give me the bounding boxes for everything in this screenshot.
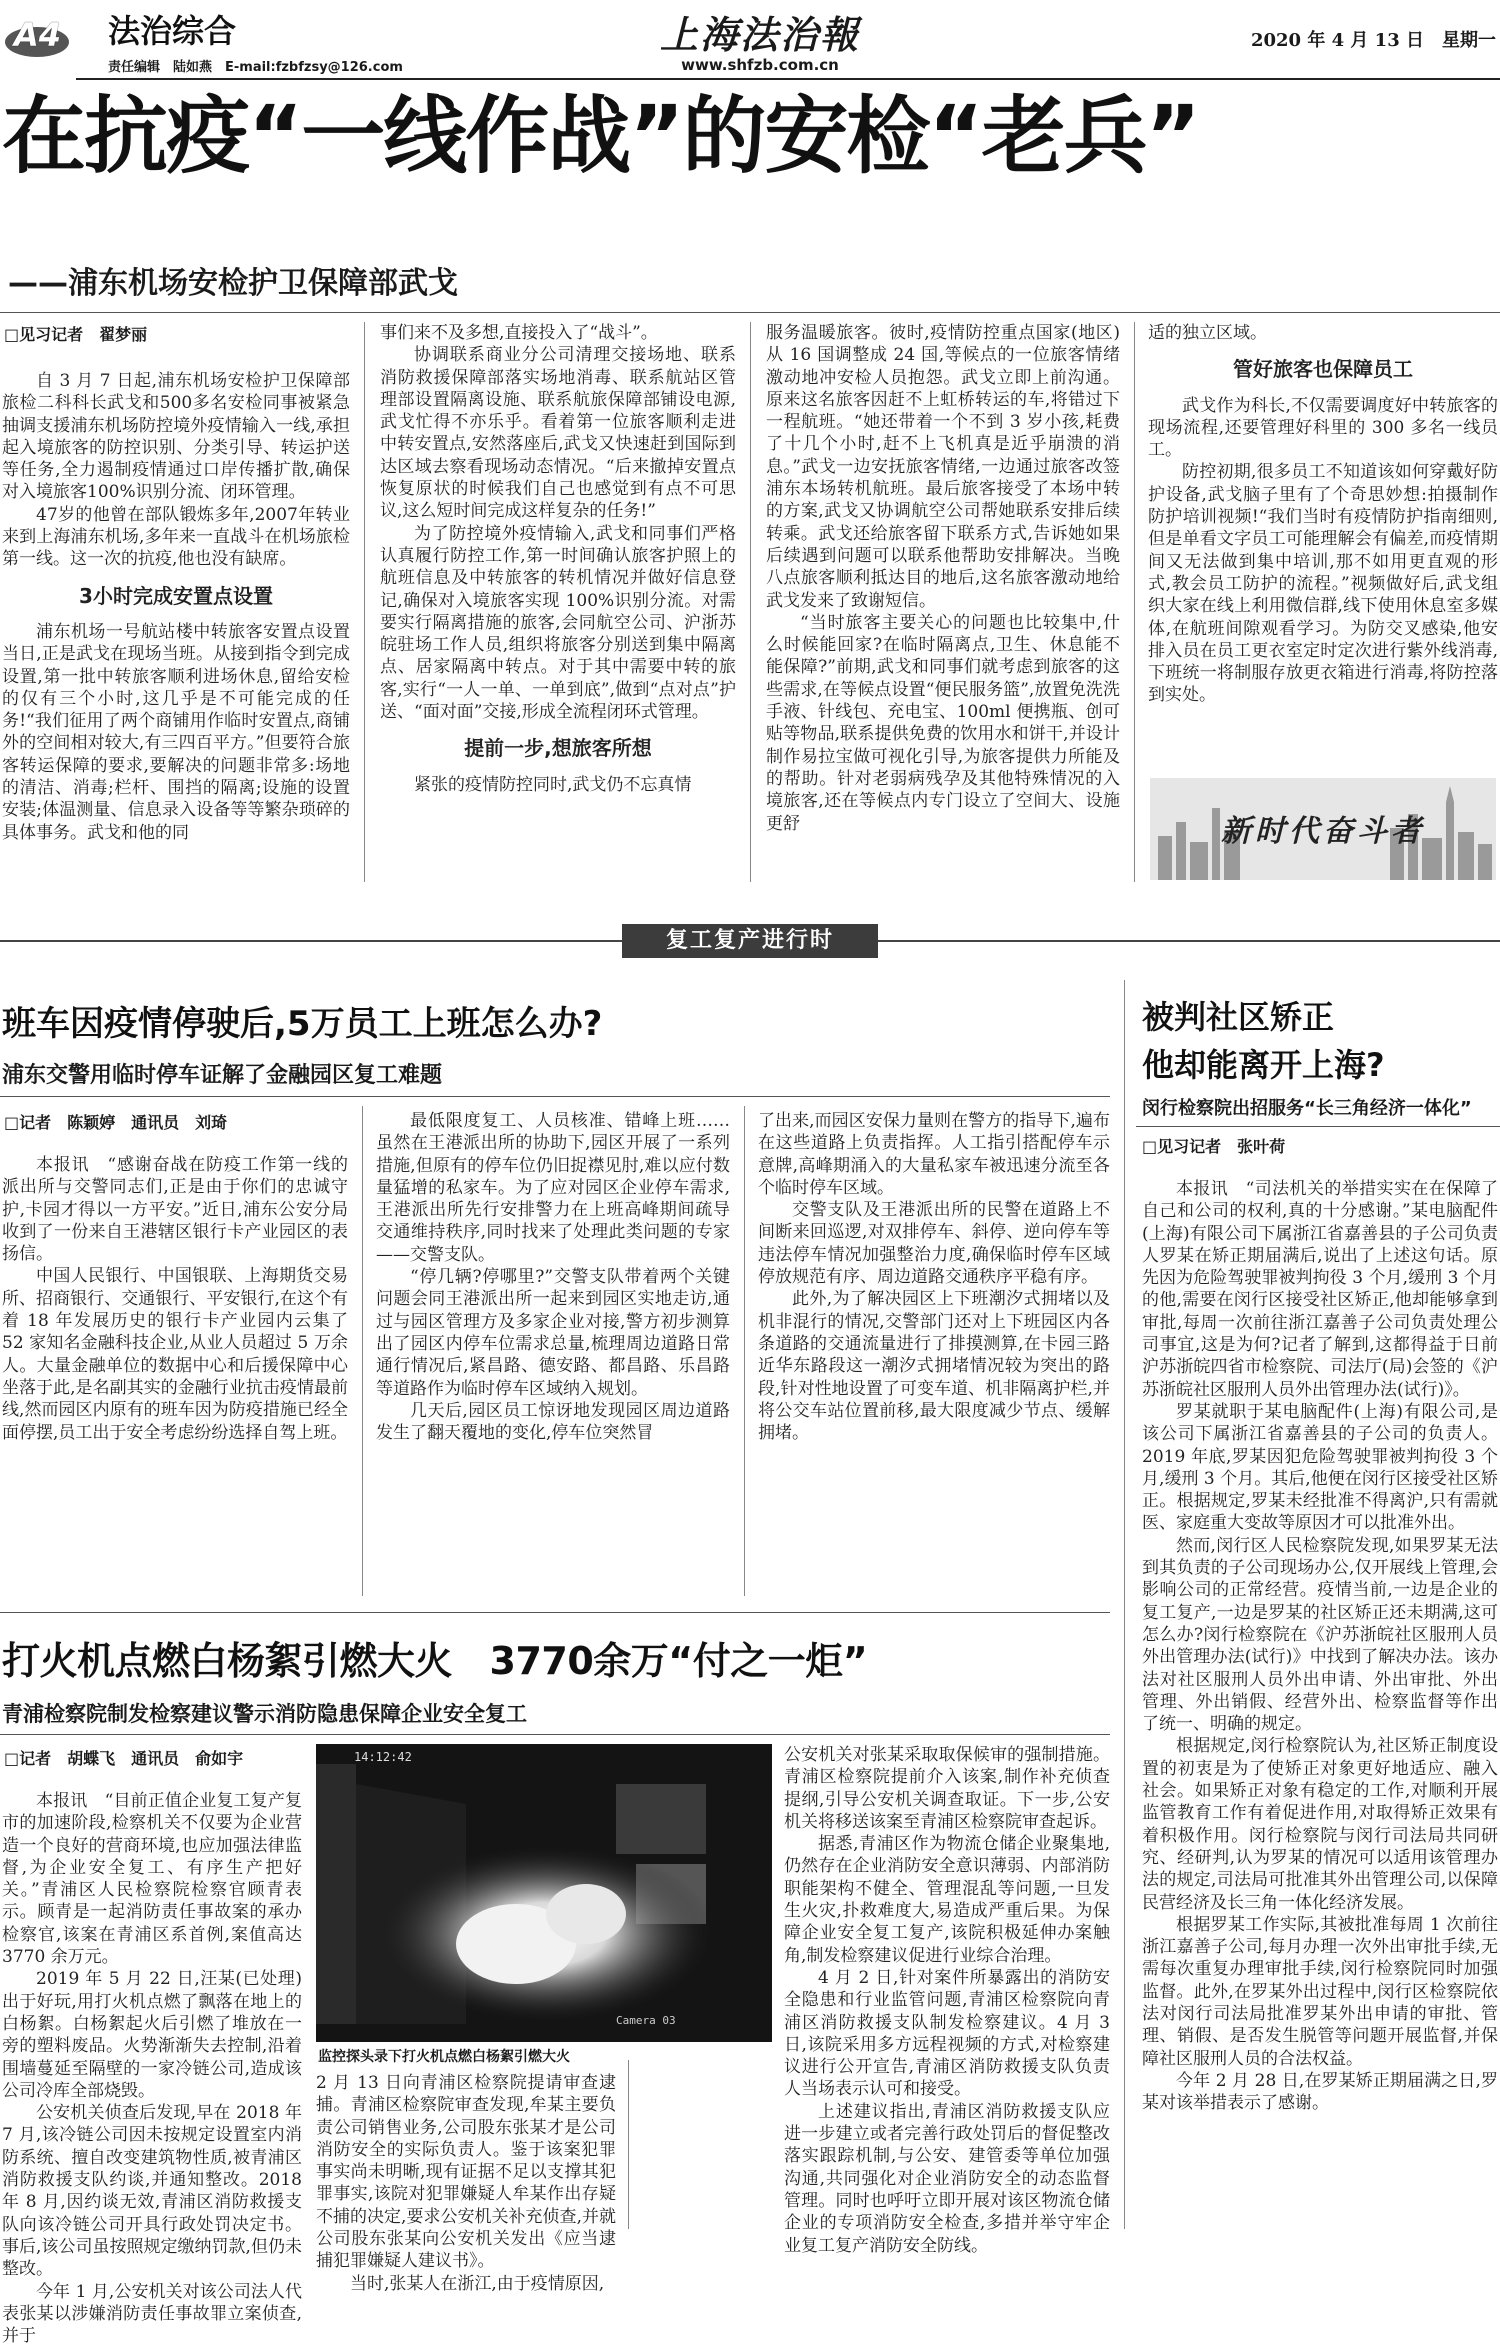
article1-paragraph: 武戈作为科长,不仅需要调度好中转旅客的现场流程,还要管理好科里的 300 多名一线员工。 (1148, 395, 1498, 461)
article2-paragraph: “停几辆?停哪里?”交警支队带着两个关键问题会同王港派出所一起来到园区实地走访,通过与园区管理方及多家企业对接,警方初步测算出了园区内停车位需求总量,梳理周边道路日常通行情况后,紧昌路、德安路、都昌路、乐昌路等道路作为临时停车区域纳入规划。 (376, 1267, 730, 1399)
era-striver-text: 新时代奋斗者 (1221, 814, 1425, 849)
article2-column-1 (2, 1154, 348, 1604)
article1-paragraph: “当时旅客主要关心的问题也比较集中,什么时候能回家?在临时隔离点,卫生、休息能不能保障?”前期,武戈和同事们就考虑到旅客的这些需求,在等候点设置“便民服务篮”,放置免洗洗手液、针线包、充电宝、100ml 便携瓶、创可贴等物品,联系提供免费的饮用水和饼干,并设计制作易拉宝做可视化引导,为旅客提供力所能及的帮助。针对老弱病残孕及其他特殊情况的入境旅客,还在等候点内专门设立了空间大、设施更舒 (766, 612, 1120, 834)
column-divider (364, 322, 365, 882)
article3-paragraph: 当时,张某人在浙江,由于疫情原因, (350, 2273, 605, 2294)
article2-byline: □记者 陈颖婷 通讯员 刘琦 (4, 1113, 228, 1132)
article1-paragraph: 防控初期,很多员工不知道该如何穿戴好防护设备,武戈脑子里有了个奇思妙想:拍摄制作防护培训视频!“我们当时有疫情防护指南细则,但是单看文字员工可能理解会有偏差,而疫情期间又无法做到集中培训,那不如用更直观的形式,教会员工防护的流程。”视频做好后,武戈组织大家在线上利用微信群,线下使用休息室多媒体,在航班间隙观看学习。为防交叉感染,他安排入员在员工更衣室定时定次进行紫外线消毒,下班统一将制服存放更衣箱进行消毒,将防控落到实处。 (1148, 462, 1498, 706)
article2-column-3 (758, 1110, 1110, 1600)
article4-paragraph: 罗某就职于某电脑配件(上海)有限公司,是该公司下属浙江省嘉善县的子公司的负责人。2019 年底,罗某因犯危险驾驶罪被判拘役 3 个月,缓刑 3 个月。其后,他便在闵行区接受社区矫正。根据规定,罗某未经批准不得离沪,只有需就医、家庭重大变故等原因才可以批准外出。 (1142, 1401, 1498, 1534)
column-divider (1134, 322, 1135, 882)
article1-paragraph: 事们来不及多想,直接投入了“战斗”。 (380, 323, 658, 343)
paper-name: 上海法治報 (659, 12, 860, 57)
article3-paragraph: 公安机关对张某采取取保候审的强制措施。青浦区检察院提前介入该案,制作补充侦查提纲,引导公安机关调查取证。下一步,公安机关将移送该案至青浦区检察院审查起诉。 (784, 1745, 1110, 1832)
article3-paragraph: 据悉,青浦区作为物流仓储企业聚集地,仍然存在企业消防安全意识薄弱、内部消防职能架构不健全、管理混乱等问题,一旦发生火灾,扑救难度大,易造成严重后果。为保障企业安全复工复产,该院积极延伸办案触角,制发检察建议促进行业综合治理。 (784, 1834, 1110, 1966)
article1-title: 在抗疫“一线作战”的安检“老兵” (2, 87, 1199, 185)
surveillance-photo (316, 1744, 772, 2042)
article1-column-1 (2, 370, 350, 880)
article3-column-2b (316, 2072, 616, 2294)
article4-rule (1136, 1126, 1500, 1127)
article1-byline: □见习记者 翟梦丽 (4, 325, 148, 344)
article1-subhead-2: 提前一步,想旅客所想 (464, 736, 652, 761)
article1-column-2 (380, 322, 736, 882)
article4-title-line-1: 被判社区矫正 (1142, 998, 1335, 1036)
article4-paragraph: 然而,闵行区人民检察院发现,如果罗某无法到其负责的子公司现场办公,仅开展线上管理,会影响公司的正常经营。疫情当前,一边是企业的复工复产,一边是罗某的社区矫正还未期满,这可怎么办?闵行检察院在《沪苏浙皖社区服刑人员外出管理办法(试行)》中找到了解决办法。该办法对社区服刑人员外出申请、外出审批、外出管理、外出销假、经营外出、检察监督等作出了统一、明确的规定。 (1142, 1535, 1498, 1735)
column-divider (362, 1106, 363, 1596)
article3-subtitle: 青浦检察院制发检察建议警示消防隐患保障企业安全复工 (2, 1702, 527, 1726)
article1-paragraph: 自 3 月 7 日起,浦东机场安检护卫保障部旅检二科科长武戈和500多名安检同事被紧急抽调支援浦东机场防控境外疫情输入一线,承担起入境旅客的防控识别、分类引导、转运护送等任务,全力遏制疫情通过口岸传播扩散,确保对入境旅客100%识别分流、闭环管理。 (2, 371, 350, 503)
photo-camera-label: Camera 03 (616, 2014, 676, 2027)
article3-rule (0, 1734, 1110, 1735)
page-number-badge (4, 14, 70, 58)
article2-paragraph: 此外,为了解决园区上下班潮汐式拥堵以及机非混行的情况,交警部门还对上下班园区内各条道路的交通流量进行了排摸测算,在卡园三路近华东路段这一潮汐式拥堵情况较为突出的路段,针对性地设置了可变车道、机非隔离护栏,并将公交车站位置前移,最大限度减少节点、缓解拥堵。 (758, 1289, 1110, 1444)
article1-subhead-3: 管好旅客也保障员工 (1233, 357, 1413, 382)
article3-paragraph: 本报讯 “目前正值企业复工复产复市的加速阶段,检察机关不仅要为企业营造一个良好的营商环境,也应加强法律监督,为企业安全复工、有序生产把好关。”青浦区人民检察院检察官顾青表示。顾青是一起消防责任事故案的承办检察官,该案在青浦区系首例,案值高达 3770 余万元。 (2, 1791, 302, 1968)
photo-caption: 监控探头录下打火机点燃白杨絮引燃大火 (318, 2049, 570, 2065)
editor-line: 责任编辑 陆如燕 E-mail:fzbfzsy@126.com (108, 60, 403, 75)
paper-website: www.shfzb.com.cn (681, 56, 839, 74)
article3-paragraph: 上述建议指出,青浦区消防救援支队应进一步建立或者完善行政处罚后的督促整改落实跟踪机制,与公安、建管委等单位加强沟通,共同强化对企业消防安全的动态监督管理。同时也呼吁立即开展对该区物流仓储企业的专项消防安全检查,多措并举守牢企业复工复产消防安全防线。 (784, 2101, 1110, 2256)
section-name: 法治综合 (108, 12, 237, 50)
article3-paragraph: 公安机关侦查后发现,早在 2018 年 7 月,该冷链公司因未按规定设置室内消防系统、擅自改变建筑物性质,被青浦区消防救援支队约谈,并通知整改。2018 年 8 月,因约谈无效,青浦区消防救援支队向该冷链公司开具行政处罚决定书。事后,该公司虽按照规定缴纳罚款,但仍未整改。 (2, 2103, 302, 2280)
section-banner: 复工复产进行时 (622, 924, 878, 958)
article2-title: 班车因疫情停驶后,5万员工上班怎么办? (2, 1004, 603, 1044)
article4-title-line-2: 他却能离开上海? (1142, 1046, 1385, 1084)
article1-paragraph: 紧张的疫情防控同时,武戈仍不忘真情 (414, 774, 692, 795)
article1-paragraph: 为了防控境外疫情输入,武戈和同事们严格认真履行防控工作,第一时间确认旅客护照上的航班信息及中转旅客的转机情况并做好信息登记,确保对入境旅客实现 100%识别分流。对需要实行隔离措施的旅客,会同航空公司、沪浙苏皖驻场工作人员,组织将旅客分别送到集中隔离点、居家隔离中转点。对于其中需要中转的旅客,实行“一人一单、一单到底”,做到“点对点”护送、“面对面”交接,形成全流程闭环式管理。 (380, 523, 736, 723)
article3-byline: □记者 胡蝶飞 通讯员 俞如宇 (4, 1749, 244, 1768)
article1-paragraph: 47岁的他曾在部队锻炼多年,2007年转业来到上海浦东机场,多年来一直战斗在机场旅检第一线。这一次的抗疫,他也没有缺席。 (2, 504, 350, 570)
article4-column (1142, 1178, 1498, 2226)
article4-subtitle: 闵行检察院出招服务“长三角经济一体化” (1142, 1098, 1472, 1119)
article3-paragraph: 2 月 13 日向青浦区检察院提请审查逮捕。青浦区检察院审查发现,牟某主要负责公司销售业务,公司股东张某才是公司消防安全的实际负责人。鉴于该案犯罪事实尚未明晰,现有证据不足以支撑其犯罪事实,该院对犯罪嫌疑人牟某作出存疑不捕的决定,要求公安机关补充侦查,并就公司股东张某向公安机关发出《应当逮捕犯罪嫌疑人建议书》。 (316, 2073, 616, 2272)
article2-paragraph: 了出来,而园区安保力量则在警方的指导下,遍布在这些道路上负责指挥。人工指引搭配停车示意牌,高峰期涌入的大量私家车被迅速分流至各个临时停车区域。 (758, 1111, 1110, 1198)
article3-title: 打火机点燃白杨絮引燃大火 3770余万“付之一炬” (2, 1639, 868, 1683)
article4-paragraph: 今年 2 月 28 日,在罗某矫正期届满之日,罗某对该举措表示了感谢。 (1142, 2070, 1498, 2114)
fire-scene-icon (316, 1744, 772, 2042)
article1-column-4 (1148, 322, 1498, 752)
article4-paragraph: 本报讯 “司法机关的举措实实在在保障了自己和公司的权利,真的十分感谢。”某电脑配件(上海)有限公司下属浙江省嘉善县的子公司负责人罗某在矫正期届满后,说出了上述这句话。原先因为危险驾驶罪被判拘役 3 个月,缓刑 3 个月的他,需要在闵行区接受社区矫正,他却能够拿到审批,每周一次前往浙江嘉善子公司负责处理公司事宜,这是为何?记者了解到,这都得益于日前沪苏浙皖四省市检察院、司法厅(局)会签的《沪苏浙皖社区服刑人员外出管理办法(试行)》。 (1142, 1179, 1498, 1400)
article4-paragraph: 根据罗某工作实际,其被批准每周 1 次前往浙江嘉善子公司,每月办理一次外出审批手续,无需每次重复办理审批手续,闵行检察院同时加强监督。此外,在罗某外出过程中,闵行区检察院依法对闵行司法局批准罗某外出申请的审批、管理、销假、是否发生脱管等问题开展监督,并保障社区服刑人员的合法权益。 (1142, 1914, 1498, 2069)
article2-paragraph: 最低限度复工、人员核准、错峰上班……虽然在王港派出所的协助下,园区开展了一系列措施,但原有的停车位仍旧捉襟见肘,难以应付数量猛增的私家车。为了应对园区企业停车需求,王港派出所先行安排警力在上班高峰期间疏导交通维持秩序,同时找来了处理此类问题的专家——交警支队。 (376, 1111, 730, 1265)
article1-paragraph: 服务温暖旅客。彼时,疫情防控重点国家(地区)从 16 国调整成 24 国,等候点的一位旅客情绪激动地冲安检人员抱怨。武戈立即上前沟通。原来这名旅客因赶不上虹桥转运的车,将错过下一程航班。“她还带着一个不到 3 岁小孩,耗费了十几个小时,赶不上飞机真是近乎崩溃的消息。”武戈一边安抚旅客情绪,一边通过旅客改签浦东本场转机航班。最后旅客接受了本场中转的方案,武戈又协调航空公司帮她联系安排后续转乘。武戈还给旅客留下联系方式,告诉她如果后续遇到问题可以联系他帮助安排解决。当晚八点旅客顺利抵达目的地后,这名旅客激动地给武戈发来了致谢短信。 (766, 323, 1120, 611)
article2-paragraph: 本报讯 “感谢奋战在防疫工作第一线的派出所与交警同志们,正是由于你们的忠诚守护,卡园才得以一方平安。”近日,浦东公安分局收到了一份来自王港辖区银行卡产业园区的表扬信。 (2, 1155, 348, 1265)
column-divider (750, 322, 751, 882)
page-number: A4 (14, 16, 62, 54)
article1-subtitle: ——浦东机场安检护卫保障部武戈 (8, 266, 458, 301)
article2-paragraph: 中国人民银行、中国银联、上海期货交易所、招商银行、交通银行、平安银行,在这个有着 18 年发展历史的银行卡产业园内云集了 52 家知名金融科技企业,从业人员超过 5 万余人。大量金融单位的数据中心和后援保障中心坐落于此,是名副其实的金融行业抗击疫情最前线,然而园区内原有的班车因为防疫措施已经全面停摆,员工出于安全考虑纷纷选择自驾上班。 (2, 1266, 348, 1443)
article1-paragraph: 协调联系商业分公司清理交接场地、联系消防救援保障部落实场地消毒、联系航站区管理部设置隔离设施、联系航旅保障部铺设电源,武戈忙得不亦乐乎。看着第一位旅客顺利走进中转安置点,安然落座后,武戈又快速赶到国际到达区域去察看现场动态情况。“后来撤掉安置点恢复原状的时候我们自己也感觉到有点不可思议,这么短时间完成这样复杂的任务!” (380, 345, 736, 522)
article2-rule (0, 1096, 1110, 1097)
article1-paragraph: 浦东机场一号航站楼中转旅客安置点设置当日,正是武戈在现场当班。从接到指令到完成设置,第一批中转旅客顺利进场休息,留给安检的仅有三个小时,这几乎是不可能完成的任务!“我们征用了两个商铺用作临时安置点,商铺外的空间相对较大,有三四百平方。”但要符合旅客转运保障的要求,要解决的问题非常多:场地的清洁、消毒;栏杆、围挡的隔离;设施的设置安装;体温测量、信息录入设备等等繁杂琐碎的具体事务。武戈和他的同 (2, 621, 350, 843)
article2-column-2 (376, 1110, 730, 1600)
article2-subtitle: 浦东交警用临时停车证解了金融园区复工难题 (2, 1063, 443, 1088)
photo-timestamp: 14:12:42 (354, 1750, 412, 1764)
article4-paragraph: 根据规定,闵行检察院认为,社区矫正制度设置的初衷是为了使矫正对象更好地适应、融入社会。如果矫正对象有稳定的工作,对顺利开展监管教育工作有着促进作用,对取得矫正效果有着积极作用。闵行检察院与闵行司法局共同研究、经研判,认为罗某的情况可以适用该管理办法的规定,司法局可批准其外出管理公司,以保障民营经济及长三角一体化经济发展。 (1142, 1736, 1498, 1913)
article3-paragraph: 4 月 2 日,针对案件所暴露出的消防安全隐患和行业监管问题,青浦区检察院向青浦区消防救援支队制发检察建议。4 月 3 日,该院采用多方远程视频的方式,对检察建议进行公开宣告,青浦区消防救援支队负责人当场表示认可和接受。 (784, 1967, 1110, 2100)
column-divider (1124, 980, 1125, 2229)
article1-paragraph: 适的独立区域。 (1148, 323, 1267, 343)
masthead (0, 0, 1500, 80)
issue-date: 2020 年 4 月 13 日 星期一 (1250, 30, 1496, 51)
masthead-rule (76, 78, 1500, 80)
article3-column-3 (784, 1744, 1110, 2256)
article2-paragraph: 几天后,园区员工惊讶地发现园区周边道路发生了翻天覆地的变化,停车位突然冒 (376, 1400, 730, 1444)
article3-top-rule (0, 1612, 1110, 1613)
article1-column-3 (766, 322, 1120, 882)
era-striver-badge (1150, 778, 1496, 880)
article3-paragraph: 今年 1 月,公安机关对该公司法人代表张某以涉嫌消防责任事故罪立案侦查,并于 (2, 2281, 302, 2347)
article1-subhead-1: 3小时完成安置点设置 (79, 583, 273, 608)
article2-paragraph: 交警支队及王港派出所的民警在道路上不间断来回巡逻,对双排停车、斜停、逆向停车等违法停车情况加强整治力度,确保临时停车区域停放规范有序、周边道路交通秩序平稳有序。 (758, 1200, 1110, 1288)
column-divider (628, 2060, 629, 2229)
article3-column-1 (2, 1790, 302, 2347)
article4-byline: □见习记者 张叶荷 (1142, 1137, 1286, 1156)
article3-paragraph: 2019 年 5 月 22 日,汪某(已处理)出于好玩,用打火机点燃了飘落在地上的白杨絮。白杨絮起火后引燃了堆放在一旁的塑料废品。火势渐渐失去控制,沿着围墙蔓延至隔壁的一家冷链公司,造成该公司冷库全部烧毁。 (2, 1969, 302, 2101)
article1-top-rule (0, 312, 1500, 313)
column-divider (744, 1106, 745, 1596)
